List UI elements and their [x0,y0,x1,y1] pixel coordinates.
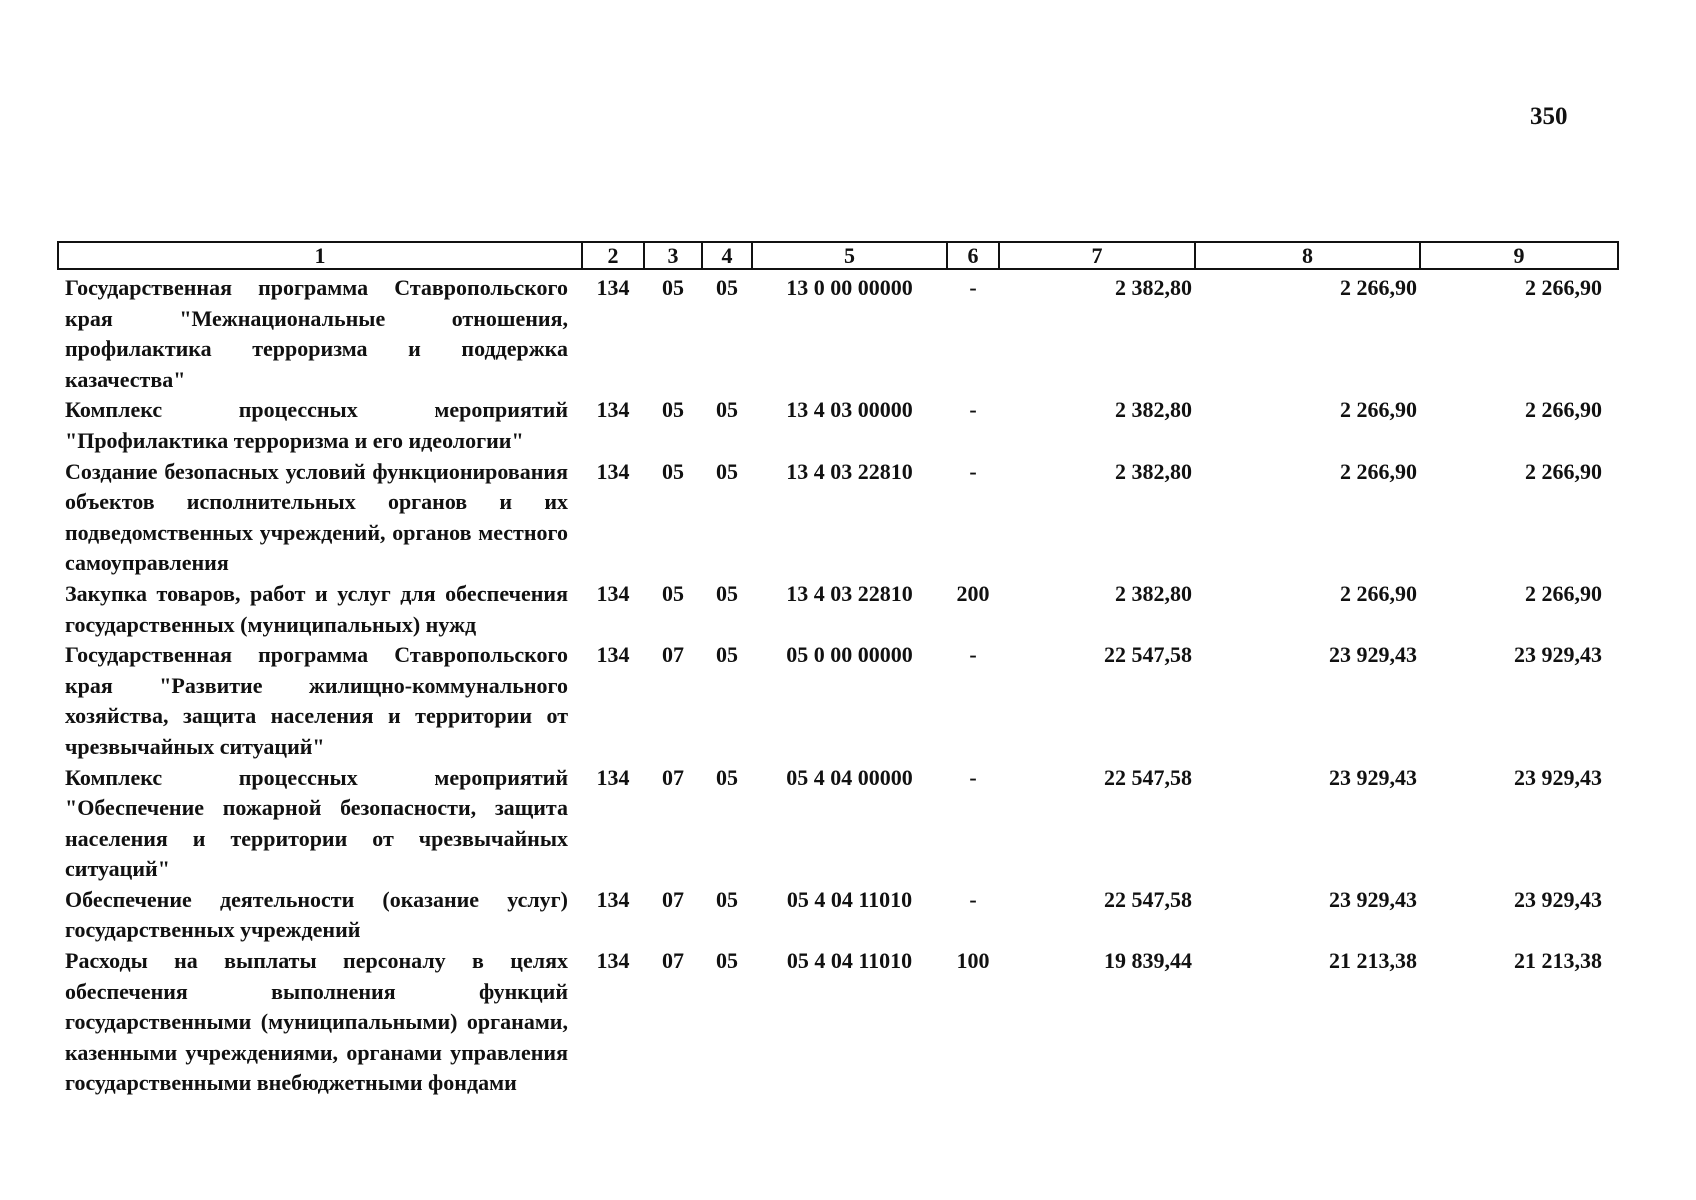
row-code-2: 134 [596,886,630,912]
row-code-5: 05 4 04 00000 [786,764,913,790]
header-col-4: 4 [702,242,752,269]
header-col-1: 1 [58,242,582,269]
row-amount-7: 22 547,58 [1104,642,1192,668]
row-amount-7: 22 547,58 [1104,764,1192,790]
row-code-3: 07 [662,642,684,668]
row-code-5: 13 4 03 00000 [786,397,913,423]
header-col-8: 8 [1195,242,1420,269]
row-code-2: 134 [596,580,630,606]
row-amount-9: 2 266,90 [1525,580,1602,606]
row-code-5: 05 0 00 00000 [786,642,913,668]
row-amount-8: 2 266,90 [1340,275,1417,300]
row-code-2: 134 [596,764,630,790]
row-code-6: - [969,397,977,423]
row-code-4: 05 [716,886,738,912]
row-code-5: 05 4 04 11010 [786,948,913,974]
table-header-row [58,242,1618,269]
table-row [58,885,1618,946]
row-code-3: 07 [662,764,684,790]
row-amount-9: 2 266,90 [1525,458,1602,484]
row-name: Государственная программа Ставропольского края "Развитие жилищно-коммунального хозяйства, защита населения и территории от чрезвычайных ситуаций" [65,642,568,759]
row-code-2: 134 [596,397,630,423]
row-code-6: 200 [956,580,990,606]
table-row [58,457,1618,579]
row-code-4: 05 [716,275,738,300]
row-amount-8: 21 213,38 [1329,948,1417,974]
row-code-4: 05 [716,764,738,790]
row-code-5: 13 4 03 22810 [786,580,913,606]
row-code-3: 07 [662,886,684,912]
row-amount-7: 2 382,80 [1115,458,1192,484]
row-code-4: 05 [716,642,738,668]
row-amount-9: 2 266,90 [1525,275,1602,300]
row-name: Создание безопасных условий функционирования объектов исполнительных органов и их подведомственных учреждений, органов местного самоуправления [65,458,568,576]
row-amount-7: 22 547,58 [1104,886,1192,912]
row-code-6: - [969,886,977,912]
page-number: 350 [1530,103,1568,130]
row-amount-9: 2 266,90 [1525,397,1602,423]
row-code-3: 05 [662,580,684,606]
row-code-2: 134 [596,642,630,668]
row-code-3: 05 [662,397,684,423]
row-code-2: 134 [596,458,630,484]
row-amount-8: 23 929,43 [1329,764,1417,790]
header-col-6: 6 [947,242,999,269]
row-code-2: 134 [596,275,630,300]
row-code-6: - [969,275,977,300]
row-code-5: 05 4 04 11010 [786,886,913,912]
row-code-3: 07 [662,948,684,974]
row-amount-9: 21 213,38 [1514,948,1602,974]
row-code-4: 05 [716,580,738,606]
row-amount-8: 23 929,43 [1329,886,1417,912]
header-col-5: 5 [752,242,947,269]
row-name: Комплекс процессных мероприятий "Обеспечение пожарной безопасности, защита населения и территории от чрезвычайных ситуаций" [65,764,568,882]
header-col-3: 3 [644,242,702,269]
row-code-6: - [969,764,977,790]
table-row [58,269,1618,395]
row-amount-7: 2 382,80 [1115,397,1192,423]
row-name: Комплекс процессных мероприятий "Профилактика терроризма и его идеологии" [65,397,568,453]
row-amount-9: 23 929,43 [1514,642,1602,668]
row-code-2: 134 [596,948,630,974]
row-amount-7: 19 839,44 [1104,948,1192,974]
row-amount-7: 2 382,80 [1115,275,1192,300]
row-code-5: 13 4 03 22810 [786,458,913,484]
row-code-6: - [969,642,977,668]
table-row [58,395,1618,456]
header-col-9: 9 [1420,242,1618,269]
header-col-2: 2 [582,242,644,269]
row-code-6: 100 [956,948,990,974]
row-amount-8: 2 266,90 [1340,397,1417,423]
budget-table [57,241,1619,1099]
row-name: Расходы на выплаты персоналу в целях обеспечения выполнения функций государственными (муниципальными) органами, казенными учреждениями, органами управления государственными внебюджетными фондами [65,948,568,1096]
row-code-5: 13 0 00 00000 [786,275,913,300]
row-amount-8: 2 266,90 [1340,458,1417,484]
row-code-4: 05 [716,397,738,423]
row-code-4: 05 [716,948,738,974]
row-code-6: - [969,458,977,484]
row-amount-8: 23 929,43 [1329,642,1417,668]
row-amount-9: 23 929,43 [1514,886,1602,912]
row-code-4: 05 [716,458,738,484]
table-row [58,763,1618,885]
header-col-7: 7 [999,242,1195,269]
row-code-3: 05 [662,458,684,484]
row-code-3: 05 [662,275,684,300]
row-name: Закупка товаров, работ и услуг для обеспечения государственных (муниципальных) нужд [65,580,568,637]
table-row [58,579,1618,640]
row-name: Обеспечение деятельности (оказание услуг) государственных учреждений [65,886,568,943]
row-amount-9: 23 929,43 [1514,764,1602,790]
row-amount-7: 2 382,80 [1115,580,1192,606]
table-row [58,946,1618,1099]
table-row [58,640,1618,762]
row-name: Государственная программа Ставропольского края "Межнациональные отношения, профилактика терроризма и поддержка казачества" [65,275,568,392]
row-amount-8: 2 266,90 [1340,580,1417,606]
